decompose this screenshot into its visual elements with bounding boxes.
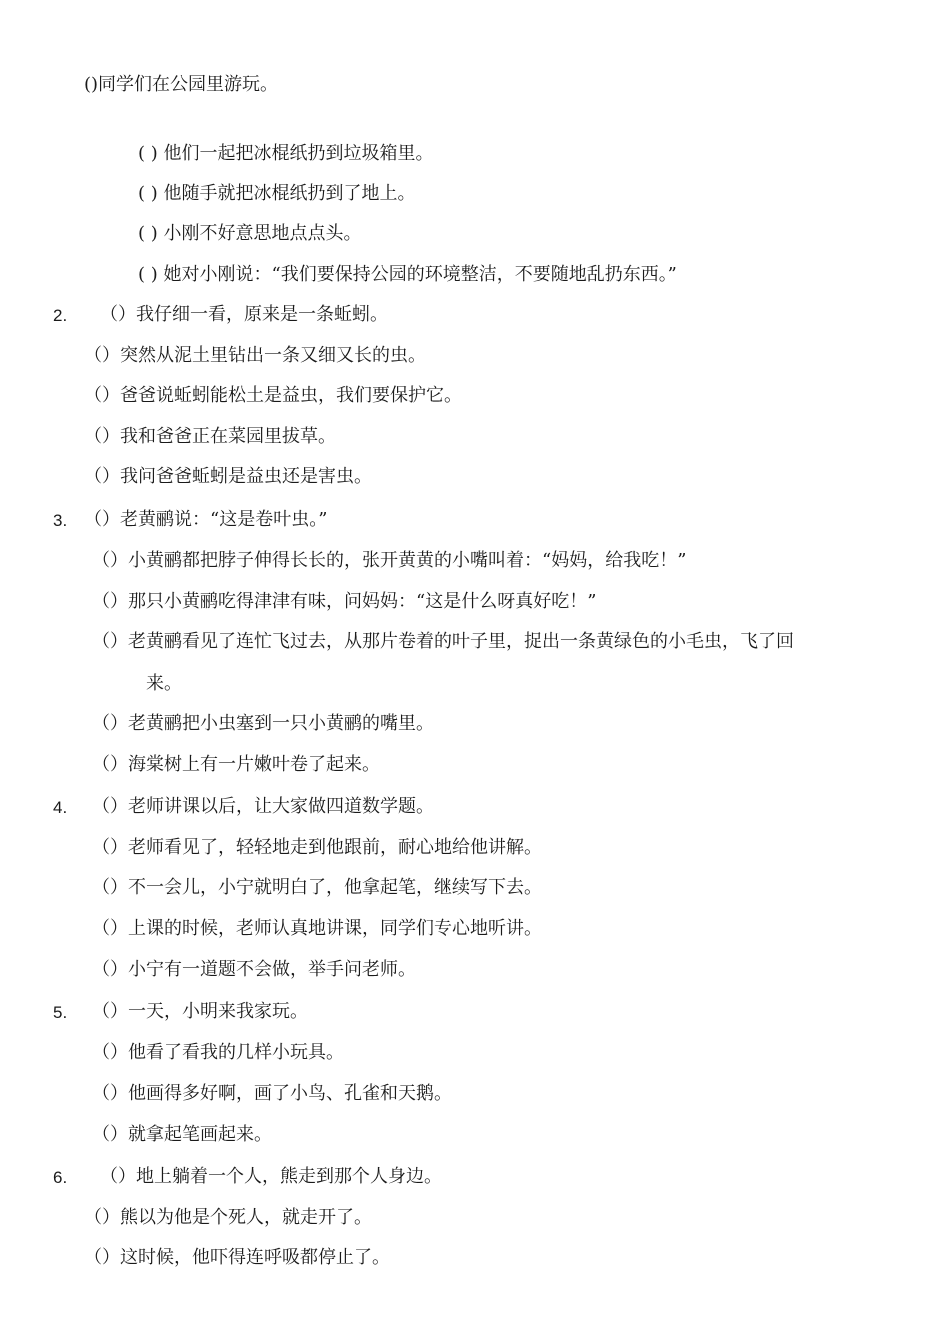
s5-line-2: （）他看了看我的几样小玩具。	[92, 1042, 344, 1063]
s1-line-5: ( ) 她对小刚说：“我们要保持公园的环境整洁，不要随地乱扔东西。”	[138, 264, 677, 285]
s1-line-1: ()同学们在公园里游玩。	[84, 74, 279, 95]
s4-line-4: （）上课的时候，老师认真地讲课，同学们专心地听讲。	[92, 918, 542, 939]
s2-line-4: （）我和爸爸正在菜园里拔草。	[84, 426, 336, 447]
section-6-number: 6.	[53, 1168, 68, 1187]
s2-line-1: （）我仔细一看，原来是一条蚯蚓。	[100, 304, 388, 325]
s2-line-5: （）我问爸爸蚯蚓是益虫还是害虫。	[84, 466, 372, 487]
section-3-number: 3.	[53, 511, 68, 530]
s1-line-3: ( ) 他随手就把冰棍纸扔到了地上。	[138, 183, 416, 204]
s3-line-3: （）那只小黄鹂吃得津津有味，问妈妈：“这是什么呀真好吃！”	[92, 591, 597, 612]
s1-line-4: ( ) 小刚不好意思地点点头。	[138, 223, 362, 244]
s4-line-3: （）不一会儿，小宁就明白了，他拿起笔，继续写下去。	[92, 877, 542, 898]
s2-line-3: （）爸爸说蚯蚓能松土是益虫，我们要保护它。	[84, 385, 462, 406]
s6-line-3: （）这时候，他吓得连呼吸都停止了。	[84, 1247, 390, 1268]
s1-line-2: ( ) 他们一起把冰棍纸扔到垃圾箱里。	[138, 143, 434, 164]
section-2-number: 2.	[53, 306, 68, 325]
section-4-number: 4.	[53, 798, 68, 817]
s6-line-2: （）熊以为他是个死人，就走开了。	[84, 1207, 372, 1228]
s4-line-2: （）老师看见了，轻轻地走到他跟前，耐心地给他讲解。	[92, 837, 542, 858]
s5-line-4: （）就拿起笔画起来。	[92, 1124, 272, 1145]
section-5-number: 5.	[53, 1003, 68, 1022]
s3-line-5: （）老黄鹂把小虫塞到一只小黄鹂的嘴里。	[92, 713, 434, 734]
s3-line-4-cont: 来。	[146, 673, 182, 694]
s3-line-1: （）老黄鹂说：“这是卷叶虫。”	[84, 509, 328, 530]
s6-line-1: （）地上躺着一个人，熊走到那个人身边。	[100, 1166, 442, 1187]
s3-line-6: （）海棠树上有一片嫩叶卷了起来。	[92, 754, 380, 775]
s3-line-2: （）小黄鹂都把脖子伸得长长的，张开黄黄的小嘴叫着：“妈妈，给我吃！”	[92, 550, 687, 571]
s2-line-2: （）突然从泥土里钻出一条又细又长的虫。	[84, 345, 426, 366]
s3-line-4: （）老黄鹂看见了连忙飞过去，从那片卷着的叶子里，捉出一条黄绿色的小毛虫，飞了回	[92, 631, 794, 652]
s5-line-1: （）一天，小明来我家玩。	[92, 1001, 308, 1022]
s4-line-1: （）老师讲课以后，让大家做四道数学题。	[92, 796, 434, 817]
s5-line-3: （）他画得多好啊，画了小鸟、孔雀和天鹅。	[92, 1083, 452, 1104]
s4-line-5: （）小宁有一道题不会做，举手问老师。	[92, 959, 416, 980]
